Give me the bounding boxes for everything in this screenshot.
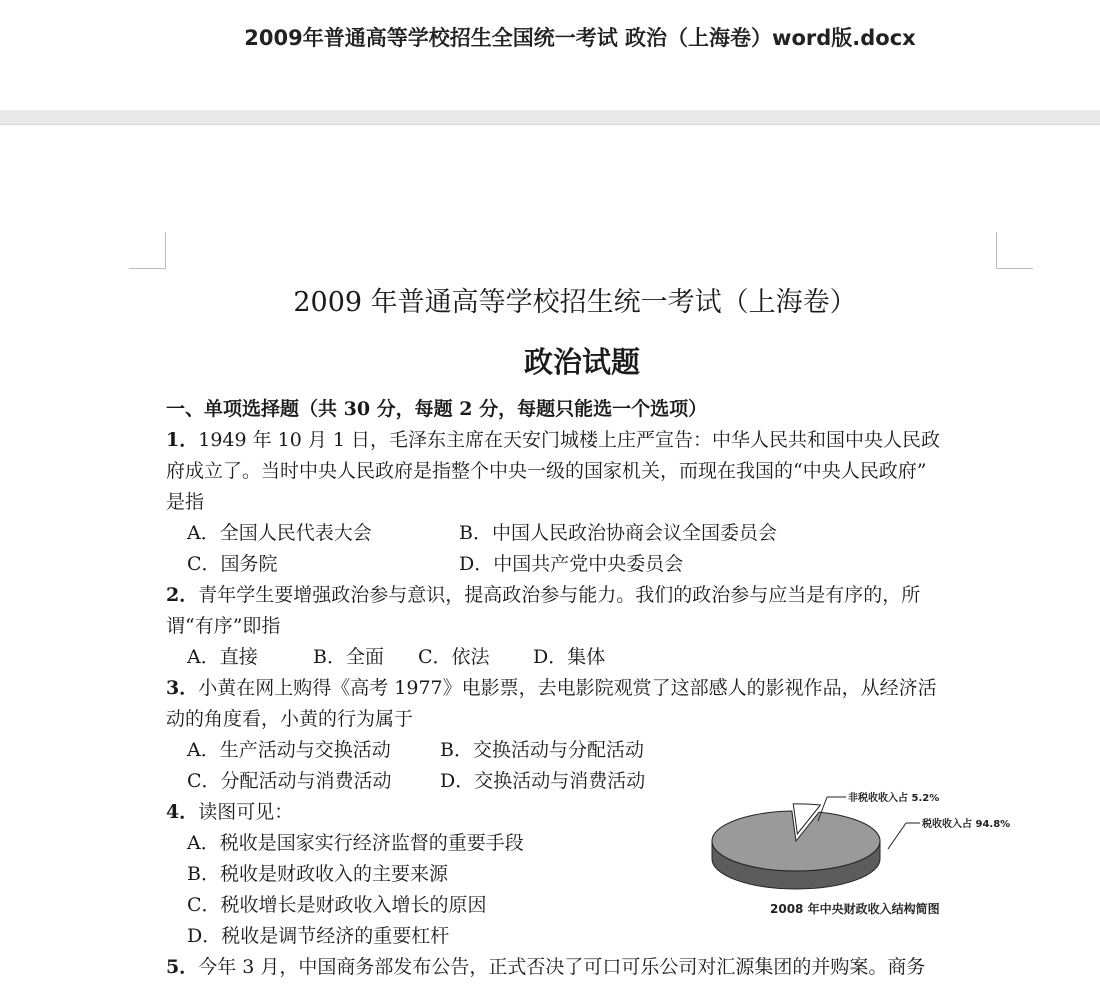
question-4-option-a: A．税收是国家实行经济监督的重要手段: [187, 832, 524, 854]
question-4-option-d: D．税收是调节经济的重要杠杆: [187, 925, 450, 947]
question-2-line-1: 2．青年学生要增强政治参与意识，提高政治参与能力。我们的政治参与应当是有序的，所: [166, 584, 921, 606]
question-2-option-a: A．直接: [187, 646, 258, 668]
pie-label-tax: 税收收入占 94.8%: [922, 819, 1011, 830]
document-filename: 2009年普通高等学校招生全国统一考试 政治（上海卷）word版.docx: [244, 26, 916, 50]
question-3-line-2: 动的角度看，小黄的行为属于: [166, 708, 414, 730]
margin-corner-mark-right: [996, 232, 1033, 269]
revenue-pie-chart: [700, 763, 1030, 933]
question-1-number: 1．: [166, 429, 199, 451]
question-1-line-2: 府成立了。当时中央人民政府是指整个中央一级的国家机关，而现在我国的“中央人民政府”: [166, 460, 927, 482]
pie-label-non-tax: 非税收收入占 5.2%: [848, 793, 940, 804]
question-1-option-c: C．国务院: [187, 553, 278, 575]
question-4-line-1: 4．读图可见：: [166, 801, 294, 823]
question-4-option-c: C．税收增长是财政收入增长的原因: [187, 894, 487, 916]
question-3-option-a: A．生产活动与交换活动: [187, 739, 391, 761]
exam-subtitle: 政治试题: [523, 345, 640, 379]
question-3-line-1: 3．小黄在网上购得《高考 1977》电影票，去电影院观赏了这部感人的影视作品，从经济活: [166, 677, 937, 699]
question-3-number: 3．: [166, 677, 199, 699]
question-1-line-3: 是指: [166, 491, 205, 513]
question-3-option-b: B．交换活动与分配活动: [440, 739, 644, 761]
question-1-line-1: 1．1949 年 10 月 1 日，毛泽东主席在天安门城楼上庄严宣告：中华人民共和国中央人民政: [166, 429, 941, 451]
question-3-option-d: D．交换活动与消费活动: [440, 770, 646, 792]
margin-corner-mark-left: [129, 232, 166, 269]
question-5-number: 5．: [166, 956, 199, 978]
document-page[interactable]: [0, 125, 1100, 990]
question-1-option-a: A．全国人民代表大会: [187, 522, 372, 544]
question-4-option-b: B．税收是财政收入的主要来源: [187, 863, 448, 885]
question-2-option-b: B．全面: [313, 646, 384, 668]
question-2-option-c: C．依法: [418, 646, 490, 668]
exam-title: 2009 年普通高等学校招生统一考试（上海卷）: [293, 287, 857, 318]
title-bar: [0, 0, 1100, 110]
pie-caption: 2008 年中央财政收入结构简图: [770, 902, 940, 916]
question-1-option-d: D．中国共产党中央委员会: [459, 553, 684, 575]
question-2-line-2: 谓“有序”即指: [166, 615, 281, 637]
section-heading: 一、单项选择题（共 30 分，每题 2 分，每题只能选一个选项）: [166, 398, 708, 420]
question-2-option-d: D．集体: [533, 646, 606, 668]
question-1-option-b: B．中国人民政治协商会议全国委员会: [459, 522, 777, 544]
question-4-number: 4．: [166, 801, 199, 823]
question-2-number: 2．: [166, 584, 199, 606]
question-5-line-1: 5．今年 3 月，中国商务部发布公告，正式否决了可口可乐公司对汇源集团的并购案。商务: [166, 956, 926, 978]
toolbar-separator: [0, 110, 1100, 125]
question-3-option-c: C．分配活动与消费活动: [187, 770, 392, 792]
